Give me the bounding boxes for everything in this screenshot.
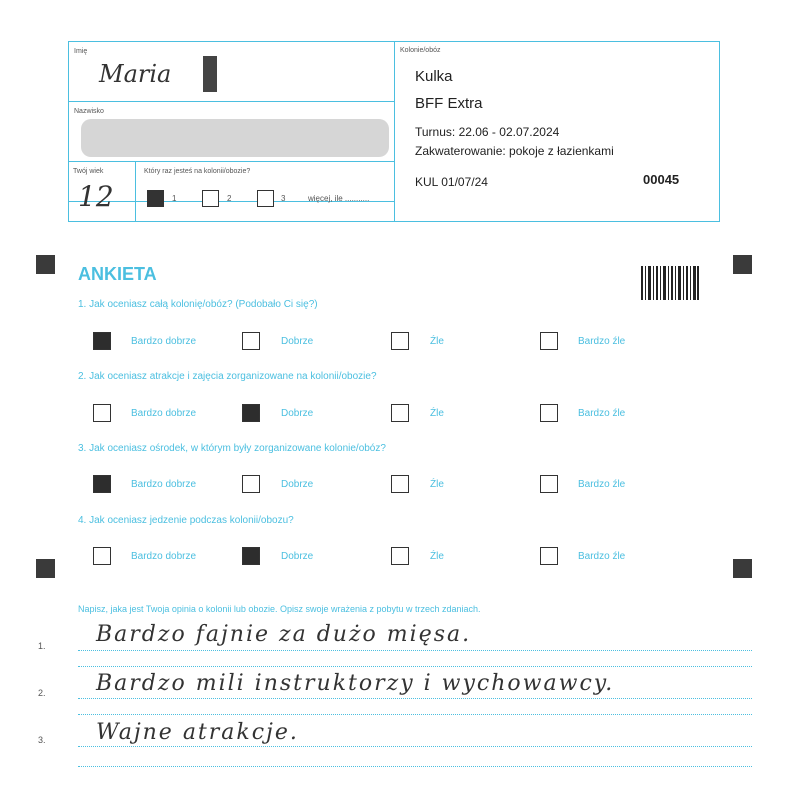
q3-option-dobrze: Dobrze <box>281 479 314 490</box>
q2-checkbox-bardzo-dobrze[interactable] <box>93 404 111 422</box>
camp-label: Kolonie/obóz <box>400 47 441 54</box>
q4-checkbox-bardzo-zle[interactable] <box>540 547 558 565</box>
q4-option-bardzo-dobrze: Bardzo dobrze <box>131 551 197 562</box>
camp-name: Kulka <box>415 68 453 85</box>
imie-label: Imię <box>74 48 88 55</box>
q3-checkbox-zle[interactable] <box>391 475 409 493</box>
q3-checkbox-bardzo-dobrze[interactable] <box>93 475 111 493</box>
form-number: 00045 <box>643 172 680 187</box>
q2-checkbox-zle[interactable] <box>391 404 409 422</box>
q1-checkbox-bardzo-zle[interactable] <box>540 332 558 350</box>
q2-option-bardzo-zle: Bardzo źle <box>578 408 626 419</box>
q1-option-dobrze: Dobrze <box>281 336 314 347</box>
wiek-value: 12 <box>78 180 114 213</box>
q3-checkbox-bardzo-zle[interactable] <box>540 475 558 493</box>
camp-turnus: Turnus: 22.06 - 02.07.2024 <box>415 125 560 139</box>
q3-option-bardzo-zle: Bardzo źle <box>578 479 626 490</box>
nazwisko-label: Nazwisko <box>74 108 104 115</box>
q3-option-zle: Źle <box>430 479 444 490</box>
writing-line <box>78 666 752 667</box>
q1-option-bardzo-dobrze: Bardzo dobrze <box>131 336 197 347</box>
redacted-surname <box>81 119 389 157</box>
ktory-raz-label: Który raz jesteś na kolonii/obozie? <box>144 168 251 175</box>
q3-checkbox-dobrze[interactable] <box>242 475 260 493</box>
q4-option-dobrze: Dobrze <box>281 551 314 562</box>
opinion-instruction: Napisz, jaka jest Twoja opinia o kolonii lub obozie. Opisz swoje wrażenia z pobytu w trzech zdaniach. <box>78 604 481 614</box>
registration-mark <box>36 559 55 578</box>
q2-checkbox-dobrze[interactable] <box>242 404 260 422</box>
visit-checkbox-3[interactable] <box>257 190 274 207</box>
camp-zakwaterowanie: Zakwaterowanie: pokoje z łazienkami <box>415 144 614 158</box>
wiek-label: Twój wiek <box>73 168 104 175</box>
q2-option-zle: Źle <box>430 408 444 419</box>
q2-option-dobrze: Dobrze <box>281 408 314 419</box>
registration-mark <box>36 255 55 274</box>
imie-value: Maria <box>99 60 172 88</box>
visit-option-more: więcej, ile ........... <box>308 194 370 203</box>
q1-checkbox-zle[interactable] <box>391 332 409 350</box>
writing-line <box>78 766 752 767</box>
writing-line <box>78 746 752 747</box>
visit-option-1: 1 <box>172 194 177 203</box>
q1-checkbox-dobrze[interactable] <box>242 332 260 350</box>
imie-field[interactable] <box>69 42 394 102</box>
q2-checkbox-bardzo-zle[interactable] <box>540 404 558 422</box>
q4-option-bardzo-zle: Bardzo źle <box>578 551 626 562</box>
scribble-mark <box>203 56 217 92</box>
q3-option-bardzo-dobrze: Bardzo dobrze <box>131 479 197 490</box>
q1-checkbox-bardzo-dobrze[interactable] <box>93 332 111 350</box>
wiek-field[interactable] <box>68 162 136 221</box>
question-3: 3. Jak oceniasz ośrodek, w którym były zorganizowane kolonie/obóz? <box>78 443 386 454</box>
q4-checkbox-bardzo-dobrze[interactable] <box>93 547 111 565</box>
age-and-visit-row <box>68 161 394 221</box>
camp-code: KUL 01/07/24 <box>415 175 488 189</box>
q4-checkbox-dobrze[interactable] <box>242 547 260 565</box>
barcode-icon <box>641 266 699 300</box>
q1-option-bardzo-zle: Bardzo źle <box>578 336 626 347</box>
writing-line <box>78 698 752 699</box>
camp-program: BFF Extra <box>415 95 483 112</box>
question-1: 1. Jak oceniasz całą kolonię/obóz? (Podobało Ci się?) <box>78 299 318 310</box>
line-number-2: 2. <box>38 688 46 698</box>
registration-mark <box>733 255 752 274</box>
line-number-3: 3. <box>38 735 46 745</box>
visit-option-2: 2 <box>227 194 232 203</box>
question-4: 4. Jak oceniasz jedzenie podczas kolonii/obozu? <box>78 515 294 526</box>
q4-checkbox-zle[interactable] <box>391 547 409 565</box>
opinion-line-3[interactable]: Wajne atrakcje. <box>96 720 299 745</box>
opinion-line-1[interactable]: Bardzo fajnie za dużo mięsa. <box>96 622 472 647</box>
visit-checkbox-2[interactable] <box>202 190 219 207</box>
opinion-line-2[interactable]: Bardzo mili instruktorzy i wychowawcy. <box>96 671 615 696</box>
q4-option-zle: Źle <box>430 551 444 562</box>
q1-option-zle: Źle <box>430 336 444 347</box>
q2-option-bardzo-dobrze: Bardzo dobrze <box>131 408 197 419</box>
line-number-1: 1. <box>38 641 46 651</box>
writing-line <box>78 650 752 651</box>
question-2: 2. Jak oceniasz atrakcje i zajęcia zorganizowane na kolonii/obozie? <box>78 371 377 382</box>
survey-title: ANKIETA <box>78 264 157 284</box>
visit-checkbox-1[interactable] <box>147 190 164 207</box>
writing-line <box>78 714 752 715</box>
visit-option-3: 3 <box>281 194 286 203</box>
registration-mark <box>733 559 752 578</box>
